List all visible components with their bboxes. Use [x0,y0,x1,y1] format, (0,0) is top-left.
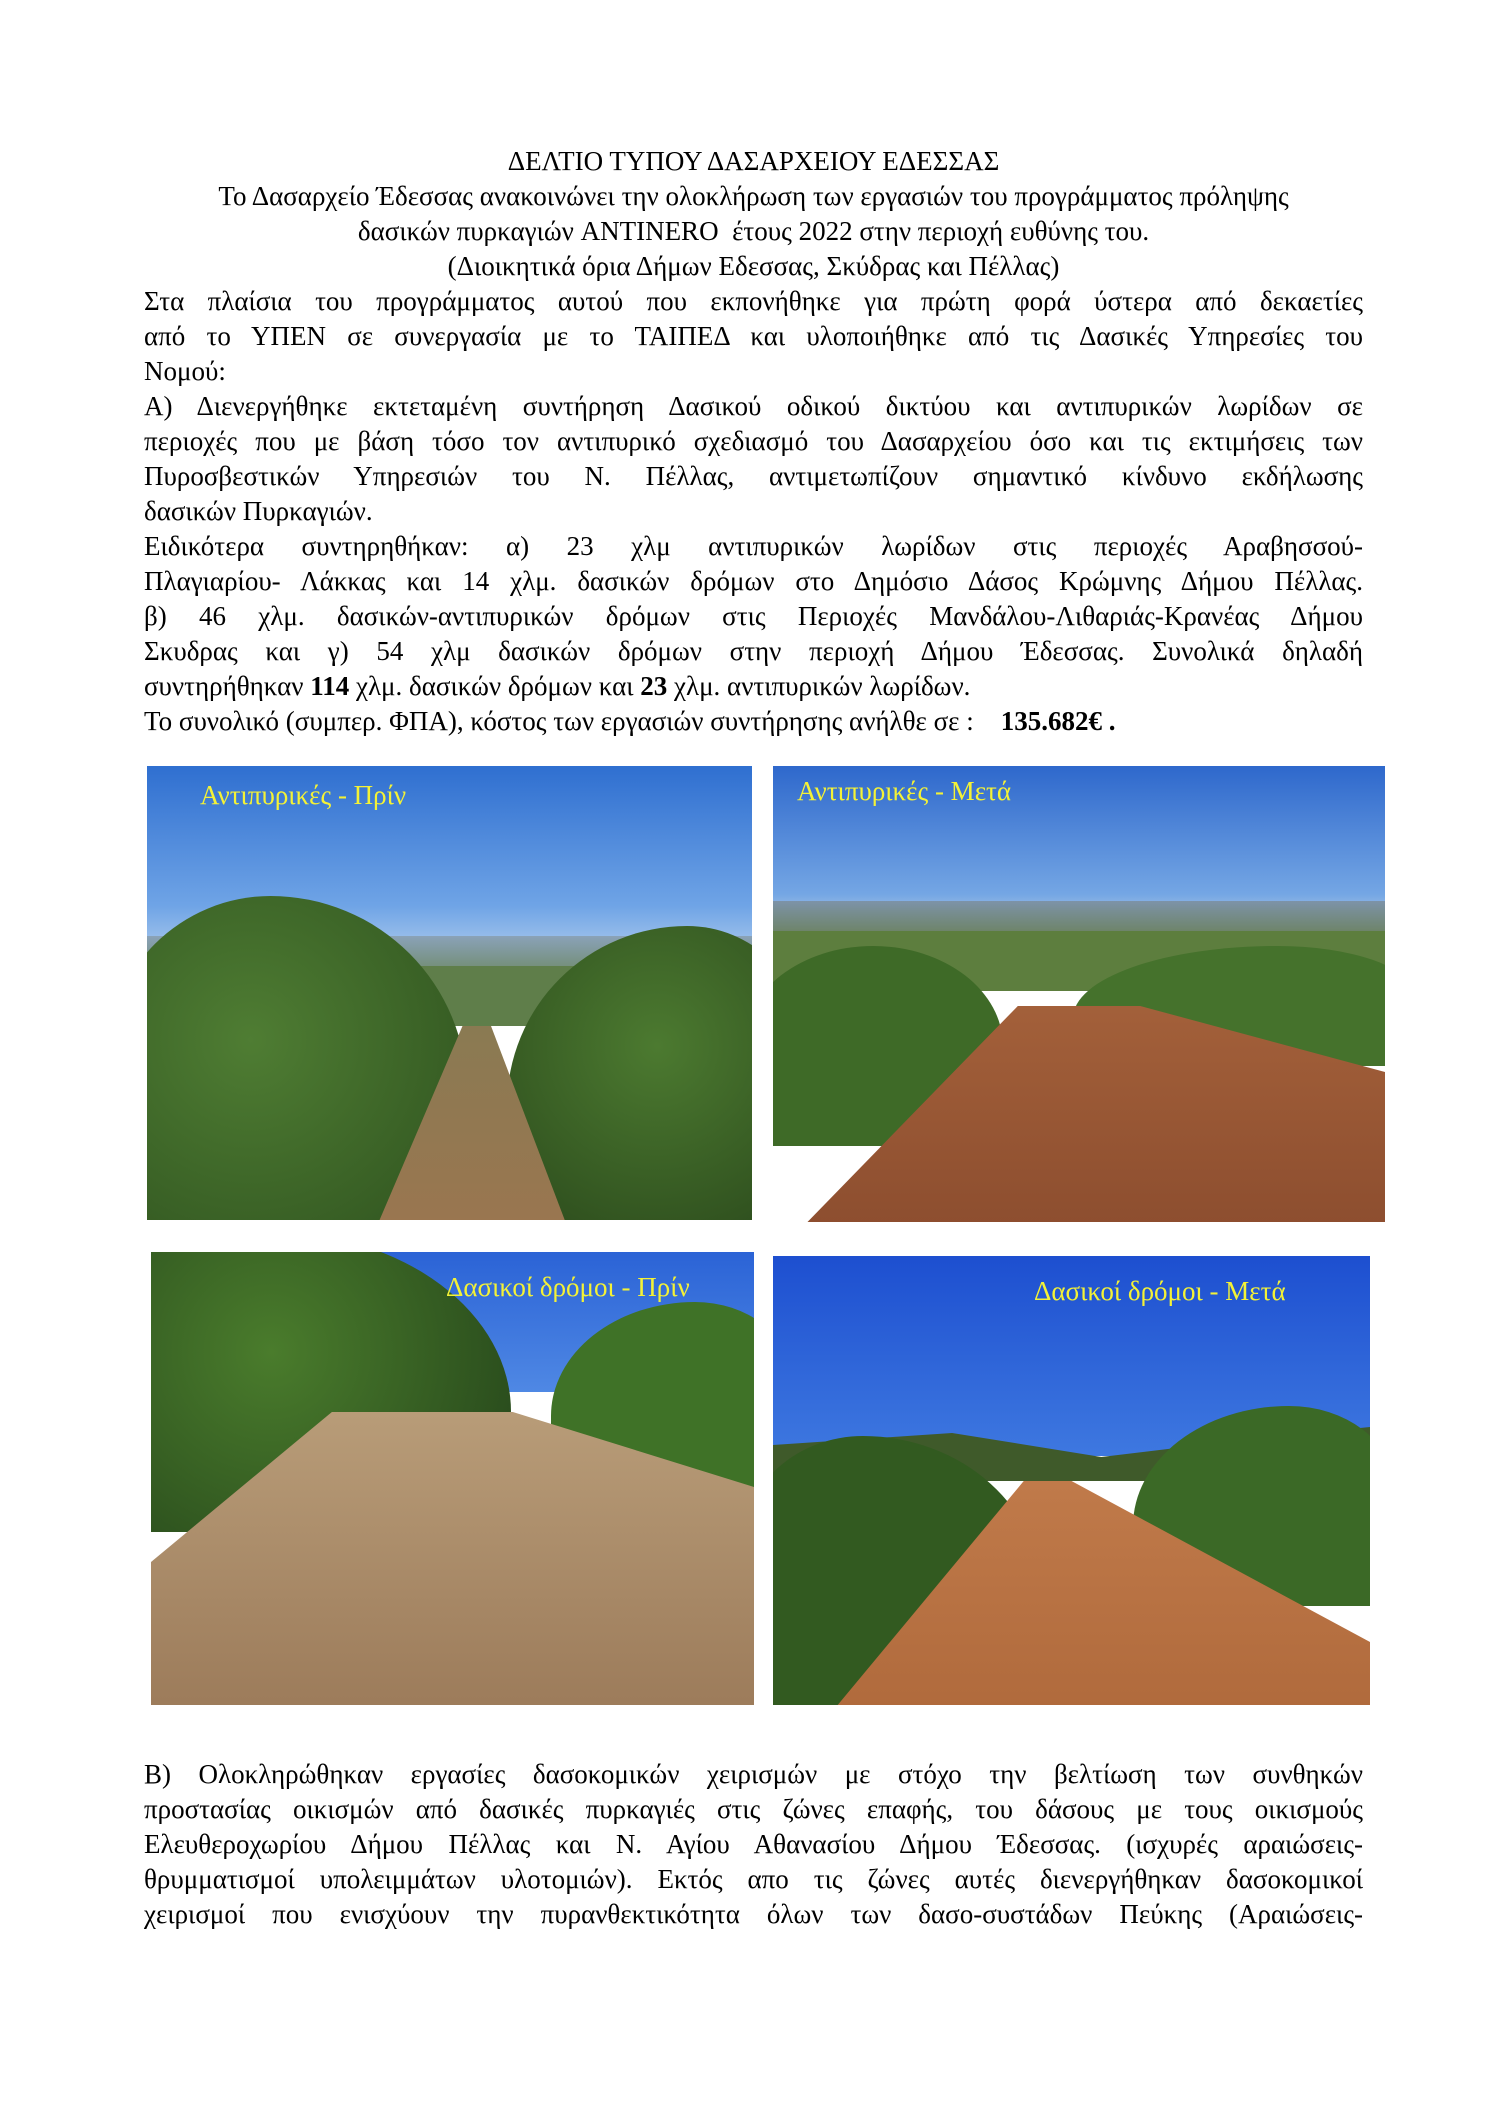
details-line: β) 46 χλμ. δασικών-αντιπυρικών δρόμων στις Περιοχές Μανδάλου-Λιθαριάς-Κρανέας Δήμου [144,601,1363,631]
section-b-line: Β) Ολοκληρώθηκαν εργασίες δασοκομικών χειρισμών με στόχο την βελτίωση των συνθηκών [144,1759,1363,1789]
totals-line [144,669,1363,704]
cost-value: 135.682€ . [1000,706,1116,736]
totals-text: συντηρήθηκαν [144,671,311,701]
photo-caption: Αντιπυρικές - Πρίν [200,780,407,810]
cost-label: Το συνολικό (συμπερ. ΦΠΑ), κόστος των εργασιών συντήρησης ανήλθε σε : [144,706,1001,736]
details-line: Σκυδρας και γ) 54 χλμ δασικών δρόμων στην περιοχή Δήμου Έδεσσας. Συνολικά δηλαδή [144,636,1363,666]
intro-line: από το ΥΠΕΝ σε συνεργασία με το ΤΑΙΠΕΔ και υλοποιήθηκε από τις Δασικές Υπηρεσίες του [144,321,1363,351]
cost-line [144,704,1363,739]
section-b-line: προστασίας οικισμών από δασικές πυρκαγιές στις ζώνες επαφής, του δάσους με τους οικισμούς [144,1794,1363,1824]
photo-firebreak-before [147,766,752,1220]
section-b-line: θρυμματισμοί υπολειμμάτων υλοτομιών). Εκτός απο τις ζώνες αυτές διενεργήθηκαν δασοκομικοί [144,1864,1363,1894]
subtitle-line: δασικών πυρκαγιών ANTINERO έτους 2022 στην περιοχή ευθύνης του. [357,216,1150,246]
photo-caption: Δασικοί δρόμοι - Πρίν [446,1272,690,1302]
section-a-line: δασικών Πυρκαγιών. [144,496,373,526]
photo-roads-before [151,1252,754,1705]
section-a-line: Πυροσβεστικών Υπηρεσιών του Ν. Πέλλας, αντιμετωπίζουν σημαντικό κίνδυνο εκδήλωσης [144,461,1363,491]
section-a-line: Α) Διενεργήθηκε εκτεταμένη συντήρηση Δασικού οδικού δικτύου και αντιπυρικών λωρίδων σε [144,391,1363,421]
section-b-line: Ελευθεροχωρίου Δήμου Πέλλας και Ν. Αγίου Αθανασίου Δήμου Έδεσσας. (ισχυρές αραιώσεις- [144,1829,1363,1859]
roads-km: 114 [310,671,350,701]
document-title: ΔΕΛΤΙΟ ΤΥΠΟΥ ΔΑΣΑΡΧΕΙΟΥ ΕΔΕΣΣΑΣ [507,146,1000,176]
photo-caption: Αντιπυρικές - Μετά [797,776,1012,806]
section-a-line: περιοχές που με βάση τόσο τον αντιπυρικό σχεδιασμό του Δασαρχείου όσο και τις εκτιμήσεις των [144,426,1363,456]
totals-text: χλμ. αντιπυρικών λωρίδων. [667,671,971,701]
subtitle-line: Το Δασαρχείο Έδεσσας ανακοινώνει την ολοκλήρωση των εργασιών του προγράμματος πρόληψης [218,181,1289,211]
details-line: Ειδικότερα συντηρηθήκαν: α) 23 χλμ αντιπυρικών λωρίδων στις περιοχές Αραβησσού- [144,531,1363,561]
intro-line: Στα πλαίσια του προγράμματος αυτού που εκπονήθηκε για πρώτη φορά ύστερα από δεκαετίες [144,286,1363,316]
totals-text: χλμ. δασικών δρόμων και [349,671,641,701]
photo-firebreak-after [773,766,1385,1222]
details-line: Πλαγιαρίου- Λάκκας και 14 χλμ. δασικών δρόμων στο Δημόσιο Δάσος Κρώμνης Δήμου Πέλλας. [144,566,1363,596]
subtitle-line: (Διοικητικά όρια Δήμων Εδεσσας, Σκύδρας και Πέλλας) [447,251,1060,281]
photo-caption: Δασικοί δρόμοι - Μετά [1034,1276,1286,1306]
photo-roads-after [773,1256,1370,1705]
strips-km: 23 [640,671,668,701]
intro-line: Νομού: [144,356,226,386]
section-b-line: χειρισμοί που ενισχύουν την πυρανθεκτικότητα όλων των δασο-συστάδων Πεύκης (Αραιώσεις- [144,1899,1363,1929]
